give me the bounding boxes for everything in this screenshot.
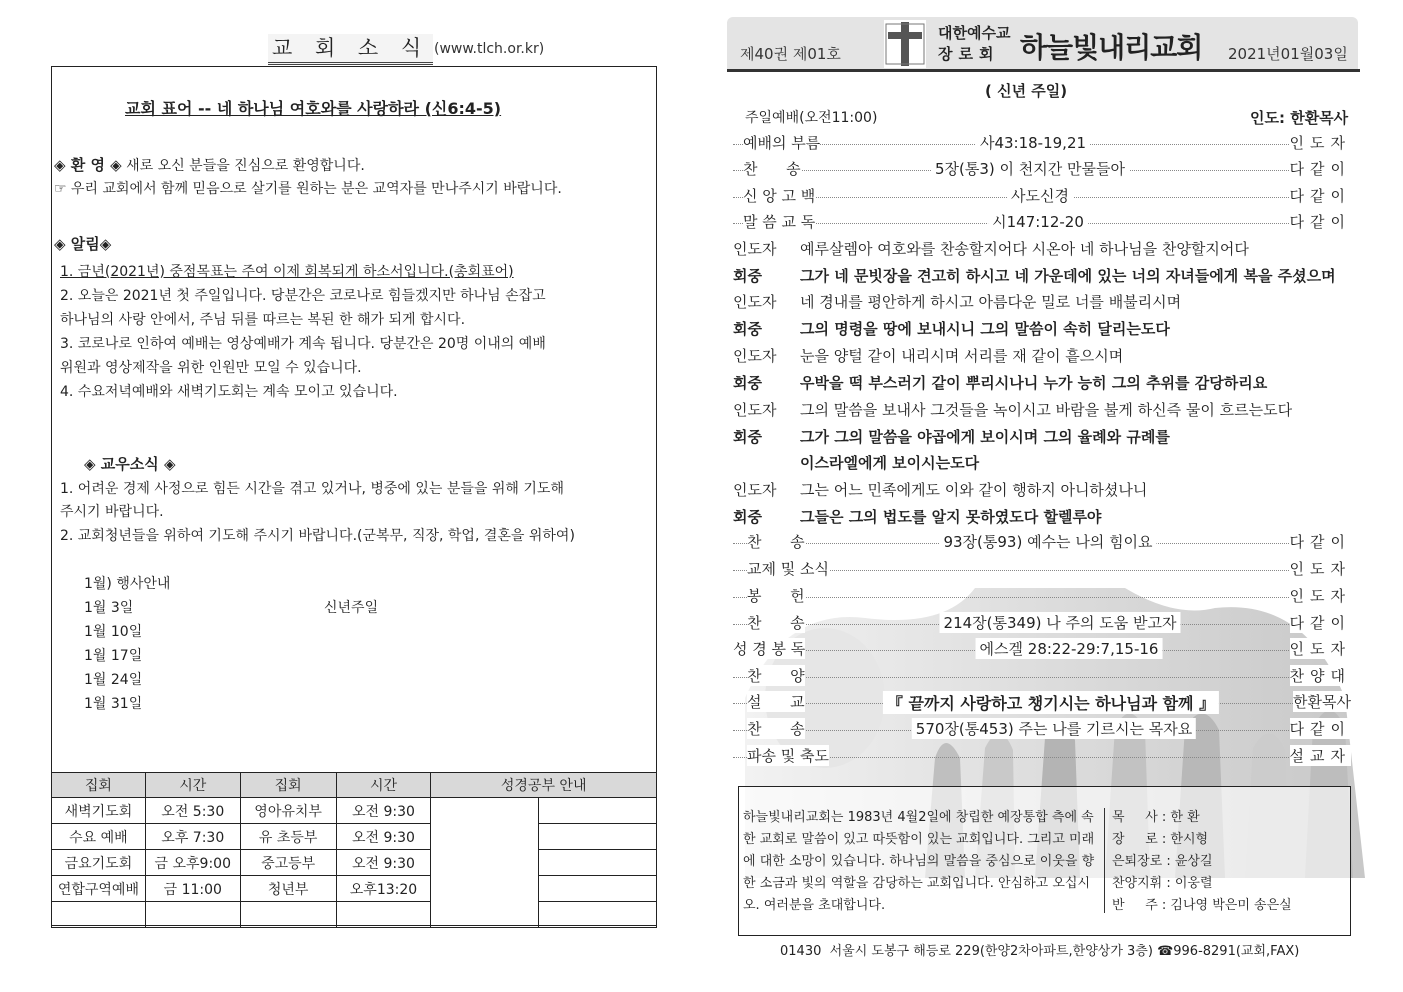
order-content: 사도신경 — [1007, 185, 1073, 206]
order-by: 한환목사 — [1293, 693, 1351, 711]
order-item: 찬 송 — [747, 720, 805, 738]
members-title: ◈ 교우소식 ◈ — [84, 455, 176, 473]
events-title: 1월) 행사안내 — [84, 576, 171, 592]
table-row — [52, 824, 657, 850]
speaker: 회중 — [733, 374, 762, 392]
schedule-header-row — [52, 773, 657, 798]
speaker: 인도자 — [733, 481, 777, 499]
responsive-line — [733, 372, 1268, 393]
order-item: 예배의 부름 — [743, 134, 821, 152]
table-cell: 유 초등부 — [240, 824, 336, 850]
order-row — [733, 638, 1351, 660]
table-cell — [145, 902, 240, 928]
order-item: 신 앙 고 백 — [743, 187, 816, 205]
event-date: 1월 17일 — [84, 648, 143, 664]
notice-item: 3. 코로나로 인하여 예배는 영상예배가 계속 됩니다. 당분간은 20명 이내의 예배 — [60, 336, 546, 352]
notice-item: 4. 수요저녁예배와 새벽기도회는 계속 모이고 있습니다. — [60, 384, 398, 400]
reading-text: 이스라엘에게 보이시는도다 — [800, 454, 980, 472]
responsive-line — [733, 399, 1293, 420]
header-meeting: 집회 — [52, 773, 146, 798]
speaker: 인도자 — [733, 293, 777, 311]
speaker: 회중 — [733, 267, 762, 285]
volume-number: 제40권 제01호 — [740, 45, 841, 63]
table-cell: 금 11:00 — [145, 876, 240, 902]
welcome-line — [54, 156, 365, 175]
reading-text: 그의 명령을 땅에 보내시니 그의 말씀이 속히 달리는도다 — [800, 320, 1170, 338]
church-about: 하늘빛내리교회는 1983년 4월2일에 창립한 예장통합 측에 속한 교회로 말씀이 있고 따뜻함이 있는 교회입니다. 그리고 미래에 대한 소망이 있습니다. 하나님의 말씀을 중심으로 이웃을 향한 소금과 빛의 역할을 감당하는 교회입니다. 안심하고 오십시오. 여러분을 초대합니다. — [743, 810, 1095, 913]
reading-text: 그의 말씀을 보내사 그것들을 녹이시고 바람을 불게 하신즉 물이 흐르는도다 — [800, 401, 1293, 419]
header-meeting: 집회 — [240, 773, 336, 798]
church-cross-logo-icon — [884, 20, 926, 68]
order-by: 인도자 — [1289, 134, 1351, 152]
table-cell — [539, 902, 657, 928]
service-time: 주일예배(오전11:00) — [745, 110, 878, 126]
event-date: 1월 10일 — [84, 624, 143, 640]
responsive-line — [733, 291, 1182, 312]
table-cell: 오전 9:30 — [336, 824, 431, 850]
order-row — [733, 558, 1351, 580]
church-address: 01430 서울시 도봉구 해등로 229(한양2차아파트,한양상가 3층) ☎996-8291(교회,FAX) — [780, 944, 1300, 959]
responsive-line — [733, 238, 1249, 259]
staff-list — [1112, 807, 1292, 917]
church-motto: 교회 표어 -- 네 하나님 여호와를 사랑하라 (신6:4-5) — [125, 99, 502, 118]
staff-item: 목 사 : 한 환 — [1112, 810, 1200, 825]
table-cell: 청년부 — [240, 876, 336, 902]
event-date: 1월 24일 — [84, 672, 143, 688]
church-name: 하늘빛내리교회 — [1020, 31, 1203, 64]
welcome-title: ◈ 환 영 ◈ — [54, 156, 122, 174]
speaker: 회중 — [733, 508, 762, 526]
table-cell: 중고등부 — [240, 850, 336, 876]
denomination-line-2: 장로회 — [938, 45, 1000, 63]
order-content: 5장(통3) 이 천지간 만물들아 — [931, 158, 1129, 179]
responsive-line — [733, 479, 1148, 500]
member-item: 1. 어려운 경제 사정으로 힘든 시간을 겪고 있거나, 병중에 있는 분들을 위해 기도해 — [60, 481, 564, 497]
staff-item: 장 로 : 한시형 — [1112, 832, 1209, 847]
notice-title: ◈ 알림◈ — [54, 235, 112, 253]
order-content: 570장(통453) 주는 나를 기르시는 목자요 — [912, 718, 1196, 739]
order-item: 찬 송 — [747, 533, 805, 551]
order-by: 다같이 — [1289, 187, 1351, 205]
order-by: 다같이 — [1289, 614, 1351, 632]
order-by: 다같이 — [1289, 213, 1351, 231]
table-cell: 오후13:20 — [336, 876, 431, 902]
reading-text: 그는 어느 민족에게도 이와 같이 행하지 아니하셨나니 — [800, 481, 1148, 499]
order-content: 에스겔 28:22-29:7,15-16 — [976, 638, 1163, 659]
table-row — [52, 798, 657, 824]
denomination-line-1: 대한예수교 — [938, 24, 1011, 42]
order-row — [733, 158, 1351, 180]
order-item: 성 경 봉 독 — [733, 640, 806, 658]
reading-text: 눈을 양털 같이 내리시며 서리를 재 같이 흩으시며 — [800, 347, 1124, 365]
order-row — [733, 531, 1351, 553]
order-row — [733, 665, 1351, 687]
order-item: 교제 및 소식 — [747, 560, 829, 578]
reading-text: 우박을 떡 부스러기 같이 뿌리시나니 누가 능히 그의 추위를 감당하리요 — [800, 374, 1268, 392]
welcome-text: 새로 오신 분들을 진심으로 환영합니다. — [121, 158, 365, 174]
sermon-title: 『 끝까지 사랑하고 챙기시는 하나님과 함께 』 — [883, 691, 1219, 714]
table-row — [52, 902, 657, 928]
table-cell: 오전 9:30 — [336, 798, 431, 824]
event-date: 1월 31일 — [84, 696, 143, 712]
notice-item: 위원과 영상제작을 위한 인원만 모일 수 있습니다. — [60, 360, 362, 376]
order-item: 찬 송 — [747, 614, 805, 632]
table-cell: 영아유치부 — [240, 798, 336, 824]
staff-item: 찬양지휘 : 이웅렬 — [1112, 876, 1213, 891]
leader-dots — [733, 677, 1351, 678]
order-content: 214장(통349) 나 주의 도움 받고자 — [940, 612, 1181, 633]
table-cell: 금 오후9:00 — [145, 850, 240, 876]
table-cell — [539, 824, 657, 850]
staff-item: 반 주 : 김나영 박은미 송은실 — [1112, 898, 1292, 913]
order-by: 다같이 — [1289, 720, 1351, 738]
order-by: 인도자 — [1289, 640, 1351, 658]
member-item: 주시기 바랍니다. — [60, 504, 164, 520]
event-name: 신년주일 — [324, 600, 379, 616]
order-item: 찬 송 — [743, 160, 801, 178]
order-content: 시147:12-20 — [988, 211, 1088, 232]
table-cell: 금요기도회 — [52, 850, 146, 876]
responsive-line — [733, 318, 1170, 339]
table-cell — [336, 902, 431, 928]
order-content: 사43:18-19,21 — [976, 132, 1090, 153]
table-cell: 오전 9:30 — [336, 850, 431, 876]
order-content: 93장(통93) 예수는 나의 힘이요 — [939, 531, 1156, 552]
responsive-line — [733, 345, 1124, 366]
table-row — [52, 876, 657, 902]
responsive-line — [733, 265, 1336, 286]
header-time: 시간 — [145, 773, 240, 798]
table-cell — [539, 850, 657, 876]
speaker: 인도자 — [733, 401, 777, 419]
order-item: 파송 및 축도 — [747, 747, 829, 765]
reading-text: 그가 네 문빗장을 견고히 하시고 네 가운데에 있는 너의 자녀들에게 복을 주셨으며 — [800, 267, 1336, 285]
order-row — [733, 745, 1351, 767]
order-row — [733, 612, 1351, 634]
table-cell: 오전 5:30 — [145, 798, 240, 824]
order-by: 찬양대 — [1289, 667, 1351, 685]
website-url[interactable]: (www.tlch.or.kr) — [434, 41, 545, 57]
order-row — [733, 211, 1351, 233]
bulletin-date: 2021년01월03일 — [1228, 45, 1348, 63]
staff-item: 은퇴장로 : 윤상길 — [1112, 854, 1213, 869]
service-leader: 인도: 한환목사 — [1250, 109, 1349, 127]
order-item: 설 교 — [747, 693, 805, 711]
speaker: 회중 — [733, 428, 762, 446]
table-cell: 수요 예배 — [52, 824, 146, 850]
table-cell — [539, 798, 657, 824]
reading-text: 그가 그의 말씀을 야곱에게 보이시며 그의 율례와 규례를 — [800, 428, 1170, 446]
order-item: 말 씀 교 독 — [743, 213, 816, 231]
table-cell — [539, 876, 657, 902]
notice-item: 1. 금년(2021년) 중점목표는 주여 이제 회복되게 하소서입니다.(총회표어) — [60, 264, 514, 280]
bible-study-cell — [431, 798, 539, 928]
order-by: 다같이 — [1289, 160, 1351, 178]
responsive-line — [733, 426, 1170, 447]
order-row — [733, 585, 1351, 607]
order-item: 봉 헌 — [747, 587, 805, 605]
speaker: 인도자 — [733, 240, 777, 258]
leader-dots — [733, 597, 1351, 598]
welcome-line-2: ☞ 우리 교회에서 함께 믿음으로 살기를 원하는 분은 교역자를 만나주시기 바랍니다. — [54, 181, 562, 197]
info-divider — [1104, 808, 1105, 913]
table-row — [52, 850, 657, 876]
table-cell — [52, 902, 146, 928]
event-date: 1월 3일 — [84, 600, 134, 616]
order-row — [733, 132, 1351, 154]
order-by: 설교자 — [1289, 747, 1351, 765]
notice-item: 하나님의 사랑 안에서, 주님 뒤를 따르는 복된 한 해가 되게 합시다. — [60, 312, 466, 328]
table-cell: 연합구역예배 — [52, 876, 146, 902]
reading-text: 그들은 그의 법도를 알지 못하였도다 할렐루야 — [800, 508, 1102, 526]
table-cell — [240, 902, 336, 928]
page-title: 교 회 소 식 — [268, 34, 433, 65]
order-row — [733, 691, 1351, 713]
speaker: 인도자 — [733, 347, 777, 365]
order-row — [733, 185, 1351, 207]
header-rule — [727, 69, 1360, 72]
reading-text: 예루살렘아 여호와를 찬송할지어다 시온아 네 하나님을 찬양할지어다 — [800, 240, 1249, 258]
header-time: 시간 — [336, 773, 431, 798]
table-cell: 오후 7:30 — [145, 824, 240, 850]
member-item: 2. 교회청년들을 위하여 기도해 주시기 바랍니다.(군복무, 직장, 학업, 결혼을 위하여) — [60, 528, 575, 544]
notice-item: 2. 오늘은 2021년 첫 주일입니다. 당분간은 코로나로 힘들겠지만 하나님 손잡고 — [60, 288, 546, 304]
order-by: 인도자 — [1289, 560, 1351, 578]
header-bible-study: 성경공부 안내 — [431, 773, 657, 798]
speaker: 회중 — [733, 320, 762, 338]
table-cell: 새벽기도회 — [52, 798, 146, 824]
order-by: 다같이 — [1289, 533, 1351, 551]
reading-text: 네 경내를 평안하게 하시고 아름다운 밀로 너를 배불리시며 — [800, 293, 1182, 311]
occasion-title: ( 신년 주일) — [985, 82, 1068, 100]
responsive-line — [733, 506, 1102, 527]
order-row — [733, 718, 1351, 740]
order-item: 찬 양 — [747, 667, 805, 685]
order-by: 인도자 — [1289, 587, 1351, 605]
schedule-table — [51, 772, 657, 928]
